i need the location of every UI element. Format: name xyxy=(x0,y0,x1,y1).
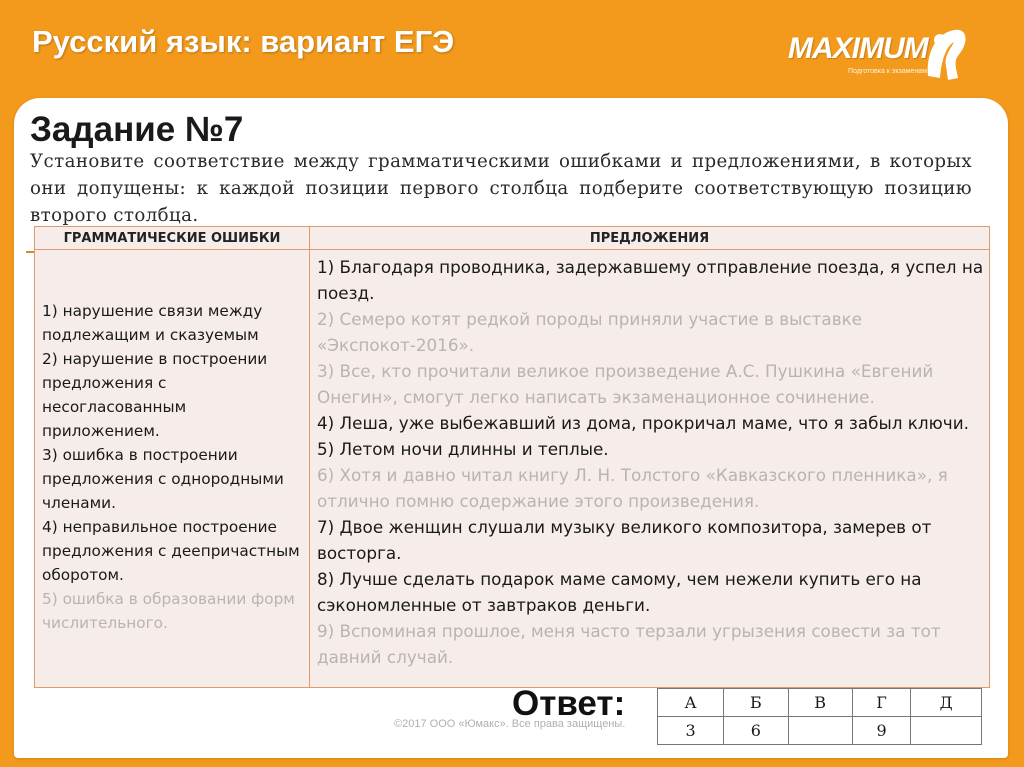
table-body-row xyxy=(35,250,990,688)
maximum-logo xyxy=(788,22,978,84)
sentences-cell xyxy=(310,250,990,688)
answer-label: Ответ: xyxy=(512,684,626,723)
column-header-sentences: ПРЕДЛОЖЕНИЯ xyxy=(310,227,990,250)
slide-title: Русский язык: вариант ЕГЭ xyxy=(32,24,455,59)
table-header-row xyxy=(35,227,990,250)
sentence-item: 8) Лучше сделать подарок маме самому, чем нежели купить его на сэкономленные от завтраков деньги. xyxy=(317,569,922,615)
answer-letter-cell: Б xyxy=(724,689,788,717)
answer-value-cell[interactable]: 9 xyxy=(852,717,910,745)
sentence-item: 3) Все, кто прочитали великое произведение А.С. Пушкина «Евгений Онегин», смогут легко написать экзаменационное сочинение. xyxy=(317,361,934,407)
answer-letter-cell: А xyxy=(658,689,724,717)
copyright-text: ©2017 ООО «Юмакс». Все права защищены. xyxy=(394,718,626,730)
error-item: 2) нарушение в построении предложения с несогласованным приложением. xyxy=(42,350,268,440)
sentence-item: 2) Семеро котят редкой породы приняли участие в выставке «Экспокот-2016». xyxy=(317,309,863,355)
sentence-item: 9) Вспоминая прошлое, меня часто терзали угрызения совести за тот давний случай. xyxy=(317,621,941,667)
logo-tagline: Подготовка к экзаменам xyxy=(848,68,927,75)
column-header-errors: ГРАММАТИЧЕСКИЕ ОШИБКИ xyxy=(35,227,310,250)
answer-value-cell[interactable] xyxy=(788,717,852,745)
error-item: 4) неправильное построение предложения с деепричастным оборотом. xyxy=(42,518,300,584)
errors-cell xyxy=(35,250,310,688)
answer-table xyxy=(657,688,982,745)
answer-values-row xyxy=(658,717,982,745)
sentence-item: 6) Хотя и давно читал книгу Л. Н. Толстого «Кавказского пленника», я отлично помню содержание этого произведения. xyxy=(317,465,948,511)
sentences-list xyxy=(310,250,989,670)
answer-letter-cell: Г xyxy=(852,689,910,717)
errors-list xyxy=(35,250,309,635)
error-item: 5) ошибка в образовании форм числительного. xyxy=(42,590,295,632)
logo-mark-icon xyxy=(920,26,970,82)
answer-value-cell[interactable] xyxy=(911,717,982,745)
error-item: 3) ошибка в построении предложения с однородными членами. xyxy=(42,446,284,512)
answer-letter-cell: В xyxy=(788,689,852,717)
answer-letters-row xyxy=(658,689,982,717)
sentence-item: 1) Благодаря проводника, задержавшему отправление поезда, я успел на поезд. xyxy=(317,257,984,303)
sentence-item: 5) Летом ночи длинны и теплые. xyxy=(317,439,609,459)
error-item: 1) нарушение связи между подлежащим и сказуемым xyxy=(42,302,263,344)
task-instructions: Установите соответствие между грамматическими ошибками и предложениями, в которых они допущены: к каждой позиции первого столбца подберите соответствующую позицию второго столбца. xyxy=(30,151,972,226)
answer-value-cell[interactable]: 3 xyxy=(658,717,724,745)
answer-letter-cell: Д xyxy=(911,689,982,717)
answer-value-cell[interactable]: 6 xyxy=(724,717,788,745)
sentence-item: 4) Леша, уже выбежавший из дома, прокричал маме, что я забыл ключи. xyxy=(317,413,969,433)
logo-text: MAXIMUM xyxy=(788,32,928,65)
sentence-item: 7) Двое женщин слушали музыку великого композитора, замерев от восторга. xyxy=(317,517,932,563)
matching-table xyxy=(34,226,990,688)
task-title: Задание №7 xyxy=(30,110,244,149)
